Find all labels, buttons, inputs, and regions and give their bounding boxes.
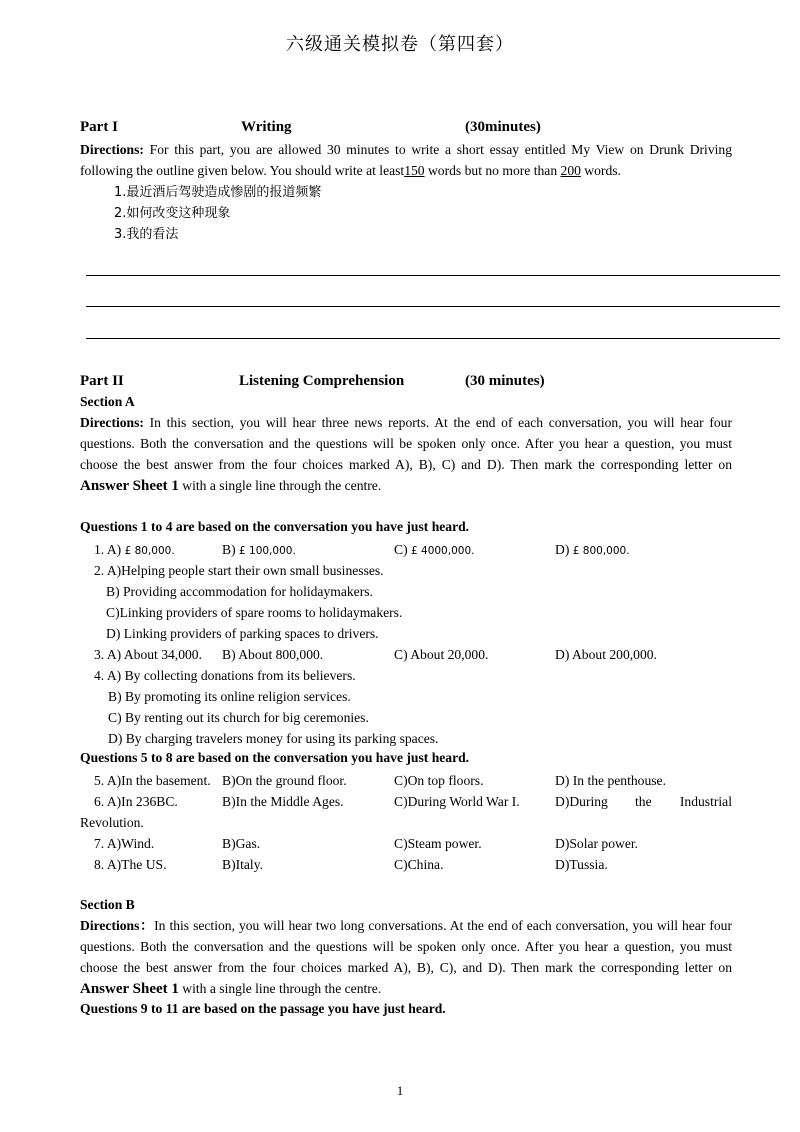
writing-line[interactable] (86, 338, 780, 339)
q8-option-d[interactable]: D)Tussia. (555, 857, 608, 872)
questions-9-11-header: Questions 9 to 11 are based on the passage you have just heard. (80, 1001, 446, 1016)
section-a-directions-end: with a single line through the centre. (178, 478, 382, 493)
q6-option-a[interactable]: 6. A)In 236BC. (94, 794, 178, 809)
outline-list (114, 182, 321, 245)
q7-option-a[interactable]: 7. A)Wind. (94, 836, 155, 851)
answer-sheet-label: Answer Sheet 1 (80, 478, 179, 494)
q5-option-c[interactable]: C)On top floors. (394, 773, 484, 788)
q2-option-c[interactable]: C)Linking providers of spare rooms to holidaymakers. (106, 605, 403, 620)
q6-option-d[interactable]: D)During (555, 794, 608, 809)
q5-option-d[interactable]: D) In the penthouse. (555, 773, 666, 788)
question-3 (94, 644, 744, 665)
q1-option-d-label: D) (555, 542, 570, 557)
part2-header (80, 373, 740, 393)
part1-time: (30minutes) (465, 119, 541, 135)
outline-item: 3.我的看法 (114, 227, 179, 242)
part2-label: Part II (80, 373, 124, 389)
q4-option-c[interactable]: C) By renting out its church for big ceremonies. (108, 710, 369, 725)
section-b-directions (80, 915, 732, 1000)
part1-min-words: 150 (404, 163, 425, 178)
q3-option-c[interactable]: C) About 20,000. (394, 647, 489, 662)
question-6 (94, 791, 732, 812)
part1-header (80, 119, 740, 139)
q2-option-d[interactable]: D) Linking providers of parking spaces to drivers. (106, 626, 379, 641)
q6-option-c[interactable]: C)During World War I. (394, 794, 520, 809)
page-number: 1 (396, 1083, 404, 1098)
q1-option-a[interactable]: £ 80,000. (124, 545, 175, 557)
q3-option-b[interactable]: B) About 800,000. (222, 647, 324, 662)
q1-option-c-label: C) (394, 542, 408, 557)
q1-option-a-label: 1. A) (94, 542, 122, 557)
section-b-directions-end: with a single line through the centre. (178, 981, 382, 996)
part1-directions-text-a: For this part, you are allowed 30 minutes to write a short essay entitled My View on Drunk Driving following the outline given below. You should write at least (80, 142, 732, 178)
part1-directions-text-b: words but no more than (424, 163, 561, 178)
writing-line[interactable] (86, 306, 780, 307)
q8-option-b[interactable]: B)Italy. (222, 857, 264, 872)
section-a-directions (80, 412, 732, 497)
section-b-directions-label: Directions： (80, 918, 155, 933)
section-b-directions-text: In this section, you will hear two long conversations. At the end of each conversation, you will hear four questions. Both the conversation and the questions will be spoken only once. After you hear a question, you must choose the best answer from the four choices marked A), B), C), and D). Then mark the corresponding letter on (80, 918, 732, 975)
q6-option-d-word: the (635, 794, 652, 809)
q8-option-c[interactable]: C)China. (394, 857, 444, 872)
part1-max-words: 200 (560, 163, 581, 178)
question-8 (94, 854, 744, 875)
q8-option-a[interactable]: 8. A)The US. (94, 857, 167, 872)
q1-option-c[interactable]: £ 4000,000. (411, 545, 475, 557)
section-a-title: Section A (80, 394, 135, 409)
questions-5-8-header: Questions 5 to 8 are based on the conversation you have just heard. (80, 750, 470, 765)
q4-option-b[interactable]: B) By promoting its online religion services. (108, 689, 351, 704)
q2-option-a[interactable]: 2. A)Helping people start their own small businesses. (94, 563, 384, 578)
section-a-directions-label: Directions: (80, 415, 144, 430)
q6-option-d-continued: Revolution. (80, 815, 144, 830)
section-a-directions-text: In this section, you will hear three news reports. At the end of each conversation, you will hear four questions. Both the conversation and the questions will be spoken only once. After you hear a question, you must choose the best answer from the four choices marked A), B), C) and D). Then mark the corresponding letter on (80, 415, 732, 472)
q3-option-d[interactable]: D) About 200,000. (555, 647, 657, 662)
part2-time: (30 minutes) (465, 373, 545, 389)
q7-option-b[interactable]: B)Gas. (222, 836, 261, 851)
q5-option-b[interactable]: B)On the ground floor. (222, 773, 347, 788)
questions-1-4-header: Questions 1 to 4 are based on the conversation you have just heard. (80, 519, 470, 534)
q5-option-a[interactable]: 5. A)In the basement. (94, 773, 211, 788)
page-title: 六级通关模拟卷（第四套） (286, 34, 514, 55)
part1-directions-label: Directions: (80, 142, 144, 157)
q1-option-d[interactable]: £ 800,000. (572, 545, 630, 557)
q7-option-d[interactable]: D)Solar power. (555, 836, 639, 851)
q6-option-b[interactable]: B)In the Middle Ages. (222, 794, 344, 809)
q3-option-a[interactable]: 3. A) About 34,000. (94, 647, 202, 662)
part1-directions (80, 139, 732, 181)
question-7 (94, 833, 744, 854)
q6-option-d-word: Industrial (679, 794, 732, 809)
q7-option-c[interactable]: C)Steam power. (394, 836, 482, 851)
q1-option-b[interactable]: £ 100,000. (239, 545, 296, 557)
outline-item: 1.最近酒后驾驶造成惨剧的报道频繁 (114, 185, 322, 200)
question-5 (94, 770, 744, 791)
q1-option-b-label: B) (222, 542, 236, 557)
answer-sheet-label: Answer Sheet 1 (80, 981, 179, 997)
q4-option-d[interactable]: D) By charging travelers money for using its parking spaces. (108, 731, 439, 746)
q4-option-a[interactable]: 4. A) By collecting donations from its believers. (94, 668, 356, 683)
part1-directions-text-c: words. (580, 163, 621, 178)
part1-name: Writing (241, 119, 292, 135)
part1-label: Part I (80, 119, 118, 135)
outline-item: 2.如何改变这种现象 (114, 206, 231, 221)
q2-option-b[interactable]: B) Providing accommodation for holidaymakers. (106, 584, 373, 599)
writing-line[interactable] (86, 275, 780, 276)
section-b-title: Section B (80, 897, 135, 912)
question-1 (94, 539, 744, 560)
part2-name: Listening Comprehension (239, 373, 405, 389)
